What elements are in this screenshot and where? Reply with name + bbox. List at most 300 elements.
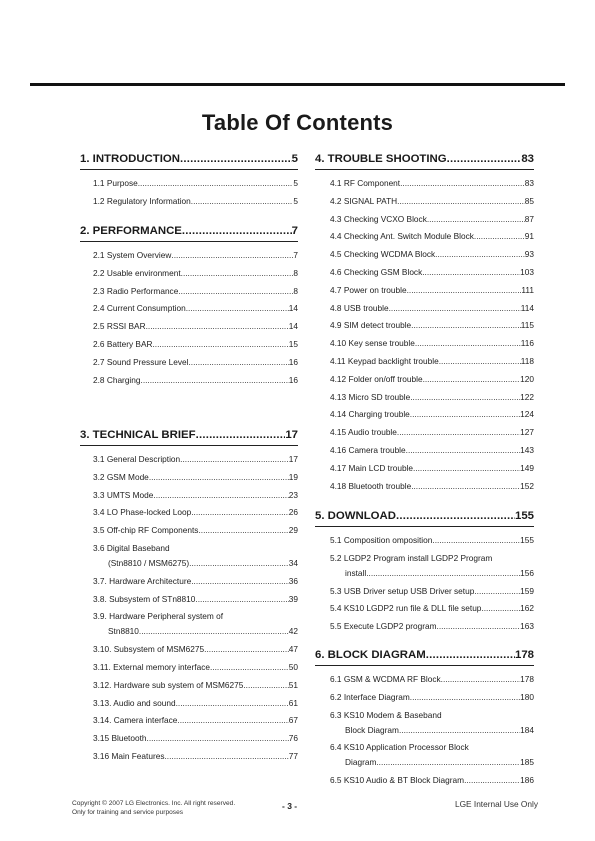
section-title: 2. PERFORMANCE — [80, 225, 182, 237]
dot-leader — [141, 375, 289, 385]
section-rule — [80, 445, 298, 446]
page-title: Table Of Contents — [201, 110, 394, 135]
entry-line — [93, 644, 298, 654]
section-rule — [80, 241, 298, 242]
entry-page-number: 51 — [288, 679, 298, 690]
toc-entry[interactable] — [330, 553, 534, 578]
entry-title: 4.3 Checking VCXO Block — [330, 213, 427, 224]
entry-line — [330, 267, 534, 277]
entry-line — [330, 338, 534, 348]
entry-title: 4.9 SIM detect trouble — [330, 320, 412, 331]
entry-title-continued: install — [345, 567, 367, 578]
entry-page-number: 184 — [520, 724, 534, 735]
toc-entry[interactable] — [330, 409, 534, 419]
dot-leader — [481, 603, 520, 613]
entry-page-number: 14 — [288, 321, 298, 332]
entry-title: 6.4 KS10 Application Processor Block — [330, 742, 469, 753]
dot-leader — [410, 692, 520, 702]
entry-page-number: 26 — [288, 507, 298, 518]
dot-leader — [195, 594, 288, 604]
dot-leader — [422, 267, 520, 277]
entry-page-number: 111 — [521, 284, 534, 295]
entry-line — [330, 692, 534, 702]
dot-leader — [423, 374, 521, 384]
entry-page-number: 180 — [520, 691, 534, 702]
entry-page-number: 118 — [520, 356, 534, 366]
dot-leader — [153, 339, 289, 349]
entry-title-continued: (Stn8810 / MSM6275) — [108, 558, 190, 568]
dot-leader — [397, 427, 520, 437]
entry-page-number: 186 — [520, 775, 534, 786]
entry-line — [93, 698, 298, 708]
dot-leader — [181, 268, 294, 278]
entry-page-number: 115 — [520, 320, 534, 331]
dot-leader — [441, 674, 521, 684]
entry-page-number: 34 — [288, 558, 298, 568]
toc-entry[interactable] — [330, 742, 534, 767]
dot-leader — [426, 649, 515, 661]
entry-line — [93, 178, 298, 188]
toc-entry[interactable] — [93, 733, 298, 743]
entry-page-number: 114 — [520, 302, 534, 313]
entry-page-number: 29 — [288, 525, 298, 536]
dot-leader — [427, 214, 525, 224]
entry-line — [93, 375, 298, 385]
dot-leader — [176, 698, 289, 708]
entry-page-number: 5 — [293, 178, 298, 188]
entry-page-number: 162 — [520, 603, 534, 614]
toc-entry[interactable] — [330, 320, 534, 330]
dot-leader — [464, 775, 520, 785]
entry-title-continued: Diagram — [345, 757, 377, 768]
dot-leader — [474, 231, 525, 241]
entry-title: 4.18 Bluetooth trouble — [330, 480, 412, 491]
toc-entry[interactable] — [93, 472, 298, 482]
dot-leader — [178, 286, 293, 296]
toc-entry[interactable] — [93, 594, 298, 604]
section-title: 1. INTRODUCTION — [80, 153, 180, 165]
dot-leader — [191, 196, 294, 206]
entry-title: 4.16 Camera trouble — [330, 445, 406, 455]
dot-leader — [389, 303, 521, 313]
toc-entry[interactable] — [93, 698, 298, 708]
toc-entry[interactable] — [93, 525, 298, 535]
entry-title: 3.4 LO Phase-locked Loop — [93, 507, 192, 518]
section-page-number: 83 — [521, 153, 534, 165]
entry-title: 4.1 RF Component — [330, 178, 401, 188]
entry-line — [93, 357, 298, 367]
toc-entry[interactable] — [93, 576, 298, 586]
toc-entry[interactable] — [330, 303, 534, 313]
entry-title: 3.10. Subsystem of MSM6275. — [93, 644, 207, 655]
dot-leader — [413, 463, 520, 473]
entry-title: 3.7. Hardware Architecture — [93, 575, 192, 586]
toc-entry[interactable] — [93, 357, 298, 367]
dot-leader — [191, 576, 289, 586]
entry-line — [330, 249, 534, 259]
entry-line — [330, 445, 534, 455]
toc-entry[interactable] — [330, 710, 534, 735]
entry-page-number: 152 — [520, 480, 534, 491]
section-title: 6. BLOCK DIAGRAM — [315, 649, 426, 661]
dot-leader — [189, 558, 289, 568]
entry-line — [330, 392, 534, 402]
entry-page-number: 36 — [288, 575, 298, 586]
dot-leader — [196, 429, 286, 441]
entry-line — [330, 742, 534, 752]
entry-title: 2.4 Current Consumption — [93, 303, 186, 314]
footer-copyright-block — [72, 799, 235, 817]
entry-line — [93, 543, 298, 553]
entry-line — [93, 339, 298, 349]
toc-entry[interactable] — [93, 454, 298, 464]
entry-title: 5.4 KS10 LGDP2 run file & DLL file setup — [330, 603, 482, 614]
entry-title: 2.8 Charging — [93, 374, 141, 385]
entry-title: 1.1 Purpose — [93, 178, 138, 188]
toc-entry[interactable] — [330, 775, 534, 785]
dot-leader — [191, 507, 289, 517]
dot-leader — [376, 757, 520, 767]
entry-title: 4.7 Power on trouble — [330, 284, 407, 295]
entry-title: 3.15 Bluetooth — [93, 733, 147, 744]
entry-line — [330, 178, 534, 188]
toc-entry[interactable] — [330, 392, 534, 402]
toc-entry[interactable] — [330, 586, 534, 596]
entry-page-number: 103 — [520, 267, 534, 277]
dot-leader — [147, 733, 289, 743]
entry-page-number: 16 — [288, 356, 298, 367]
entry-line-continued — [330, 568, 534, 578]
entry-page-number: 61 — [288, 697, 298, 708]
entry-page-number: 178 — [520, 674, 534, 684]
footer-internal-use: LGE Internal Use Only — [454, 799, 538, 809]
dot-leader — [415, 338, 521, 348]
entry-title: 3.9. Hardware Peripheral system of — [93, 611, 224, 622]
dot-leader — [164, 751, 288, 761]
entry-line — [330, 481, 534, 491]
dot-leader — [186, 303, 289, 313]
toc-entry[interactable] — [330, 196, 534, 206]
section-title: 5. DOWNLOAD — [315, 510, 396, 522]
entry-line — [93, 196, 298, 206]
entry-page-number: 8 — [293, 285, 298, 296]
toc-entry[interactable] — [93, 662, 298, 672]
section-rule — [80, 169, 298, 170]
toc-section-heading[interactable] — [315, 510, 534, 522]
toc-entry[interactable] — [93, 715, 298, 725]
toc-entry[interactable] — [93, 644, 298, 654]
entry-title: 4.4 Checking Ant. Switch Module Block — [330, 231, 474, 242]
dot-leader — [146, 321, 289, 331]
entry-page-number: 149 — [520, 462, 534, 473]
entry-title: 4.10 Key sense trouble — [330, 338, 415, 349]
toc-entry[interactable] — [93, 268, 298, 278]
entry-line — [93, 303, 298, 313]
toc-entry[interactable] — [330, 603, 534, 613]
entry-page-number: 76 — [288, 733, 298, 744]
entry-line — [330, 553, 534, 563]
entry-page-number: 122 — [520, 391, 534, 402]
entry-line — [330, 214, 534, 224]
toc-entry[interactable] — [330, 535, 534, 545]
toc-entry[interactable] — [330, 285, 534, 295]
toc-entry[interactable] — [93, 490, 298, 500]
entry-page-number: 124 — [520, 409, 534, 420]
section-rule — [315, 665, 534, 666]
dot-leader — [407, 285, 522, 295]
toc-entry[interactable] — [93, 321, 298, 331]
toc-entry[interactable] — [330, 267, 534, 277]
entry-line — [93, 268, 298, 278]
dot-leader — [188, 357, 288, 367]
entry-title: 5.5 Execute LGDP2 program — [330, 621, 437, 632]
toc-entry[interactable] — [93, 286, 298, 296]
entry-line — [330, 621, 534, 631]
entry-title: 4.2 SIGNAL PATH — [330, 195, 398, 206]
entry-title: 2.7 Sound Pressure Level — [93, 356, 189, 367]
entry-page-number: 116 — [520, 338, 534, 349]
dot-leader — [411, 320, 521, 330]
toc-entry[interactable] — [330, 481, 534, 491]
section-page-number: 5 — [291, 153, 298, 165]
entry-title: 3.13. Audio and sound — [93, 697, 176, 708]
entry-title: 4.5 Checking WCDMA Block — [330, 249, 436, 260]
section-rule — [315, 526, 534, 527]
entry-page-number: 42 — [288, 626, 298, 637]
toc-entry[interactable] — [93, 751, 298, 761]
dot-leader — [400, 178, 525, 188]
entry-page-number: 50 — [288, 662, 298, 672]
footer-copyright: Copyright © 2007 LG Electronics. Inc. All right reserved. — [72, 800, 236, 807]
toc-entry[interactable] — [93, 543, 298, 568]
dot-leader — [397, 196, 525, 206]
entry-line — [93, 321, 298, 331]
entry-line — [93, 286, 298, 296]
entry-line — [93, 250, 298, 260]
dot-leader — [210, 662, 289, 672]
entry-title: 3.11. External memory interface — [93, 662, 210, 672]
toc-entry[interactable] — [330, 427, 534, 437]
entry-title: 2.6 Battery BAR — [93, 339, 153, 349]
entry-line — [330, 463, 534, 473]
dot-leader — [410, 409, 520, 419]
entry-title: 3.1 General Description — [93, 454, 181, 464]
entry-title: 3.12. Hardware sub system of MSM6275 — [93, 679, 244, 690]
toc-entry[interactable] — [330, 338, 534, 348]
entry-line — [330, 374, 534, 384]
dot-leader — [243, 680, 288, 690]
toc-entry[interactable] — [93, 178, 298, 188]
entry-title-continued: Stn8810 — [108, 626, 139, 637]
entry-line — [93, 576, 298, 586]
entry-line — [93, 611, 298, 621]
dot-leader — [366, 568, 520, 578]
toc-entry[interactable] — [93, 196, 298, 206]
dot-leader — [406, 445, 521, 455]
toc-entry[interactable] — [93, 303, 298, 313]
entry-page-number: 5 — [293, 195, 298, 206]
toc-entry[interactable] — [330, 692, 534, 702]
entry-title: 3.16 Main Features — [93, 751, 165, 761]
toc-entry[interactable] — [330, 674, 534, 684]
top-rule — [30, 83, 565, 86]
entry-page-number: 19 — [288, 471, 298, 482]
entry-title: 2.5 RSSI BAR — [93, 321, 146, 332]
entry-page-number: 127 — [520, 427, 534, 438]
dot-leader — [206, 644, 288, 654]
toc-entry[interactable] — [330, 374, 534, 384]
section-page-number: 155 — [514, 510, 534, 522]
dot-leader — [153, 490, 288, 500]
toc-entry[interactable] — [330, 231, 534, 241]
section-rule — [315, 169, 534, 170]
section-title: 4. TROUBLE SHOOTING — [315, 153, 447, 165]
entry-title: 3.5 Off-chip RF Components — [93, 525, 199, 536]
dot-leader — [198, 525, 288, 535]
entry-title: 6.3 KS10 Modem & Baseband — [330, 709, 442, 720]
dot-leader — [474, 586, 520, 596]
entry-title: 3.8. Subsystem of STn8810 — [93, 593, 196, 604]
entry-line — [93, 490, 298, 500]
entry-title: 4.15 Audio trouble — [330, 427, 397, 438]
entry-line-continued — [330, 757, 534, 767]
entry-line — [330, 586, 534, 596]
entry-title: 6.1 GSM & WCDMA RF Block — [330, 674, 441, 684]
entry-title: 5.2 LGDP2 Program install LGDP2 Program — [330, 552, 493, 563]
entry-line — [93, 454, 298, 464]
entry-page-number: 77 — [288, 751, 298, 761]
section-page-number: 17 — [285, 429, 298, 441]
entry-title-continued: Block Diagram — [345, 724, 399, 735]
entry-page-number: 159 — [520, 585, 534, 596]
entry-page-number: 87 — [524, 213, 534, 224]
entry-line — [330, 775, 534, 785]
toc-entry[interactable] — [330, 356, 534, 366]
entry-page-number: 23 — [288, 489, 298, 500]
entry-line — [93, 662, 298, 672]
dot-leader — [139, 626, 289, 636]
entry-page-number: 85 — [524, 195, 534, 206]
dot-leader — [439, 356, 521, 366]
entry-title: 2.2 Usable environment — [93, 267, 181, 278]
entry-title: 3.6 Digital Baseband — [93, 543, 170, 553]
toc-entry[interactable] — [330, 621, 534, 631]
dot-leader — [138, 178, 294, 188]
entry-title: 5.1 Composition omposition — [330, 535, 433, 545]
entry-title: 4.13 Micro SD trouble — [330, 391, 411, 402]
entry-line — [93, 472, 298, 482]
entry-page-number: 156 — [520, 567, 534, 578]
toc-entry[interactable] — [93, 611, 298, 636]
footer-page-number: - 3 - — [282, 801, 298, 811]
entry-title: 4.14 Charging trouble — [330, 409, 410, 420]
dot-leader — [182, 225, 292, 237]
toc-entry[interactable] — [330, 463, 534, 473]
toc-entry[interactable] — [330, 214, 534, 224]
entry-line — [330, 674, 534, 684]
dot-leader — [411, 481, 520, 491]
entry-line — [330, 356, 534, 366]
entry-line — [330, 535, 534, 545]
entry-page-number: 39 — [288, 593, 298, 604]
entry-title: 1.2 Regulatory Information — [93, 195, 191, 206]
toc-entry[interactable] — [93, 250, 298, 260]
entry-title: 4.8 USB trouble — [330, 302, 389, 313]
toc-entry[interactable] — [330, 249, 534, 259]
toc-entry[interactable] — [93, 375, 298, 385]
toc-section-heading[interactable] — [80, 153, 298, 165]
toc-entry[interactable] — [93, 339, 298, 349]
entry-line — [330, 196, 534, 206]
entry-page-number: 17 — [288, 454, 298, 464]
entry-line — [93, 733, 298, 743]
entry-page-number: 93 — [524, 249, 534, 260]
entry-line — [93, 715, 298, 725]
entry-page-number: 143 — [520, 445, 534, 455]
entry-line — [330, 409, 534, 419]
entry-title: 2.3 Radio Performance — [93, 285, 179, 296]
toc-entry[interactable] — [330, 178, 534, 188]
dot-leader — [435, 249, 525, 259]
entry-page-number: 16 — [288, 374, 298, 385]
entry-title: 4.6 Checking GSM Block — [330, 267, 423, 277]
entry-page-number: 91 — [524, 231, 534, 242]
entry-page-number: 7 — [293, 250, 298, 260]
entry-page-number: 14 — [288, 303, 298, 314]
entry-line — [93, 751, 298, 761]
entry-page-number: 185 — [520, 757, 534, 768]
dot-leader — [171, 250, 293, 260]
dot-leader — [180, 153, 292, 165]
entry-title: 2.1 System Overview — [93, 250, 172, 260]
entry-page-number: 47 — [288, 644, 298, 655]
entry-title: 3.14. Camera interface — [93, 715, 178, 726]
toc-entry[interactable] — [93, 680, 298, 690]
entry-line — [330, 231, 534, 241]
entry-line — [330, 320, 534, 330]
entry-line — [93, 680, 298, 690]
entry-page-number: 67 — [288, 715, 298, 726]
dot-leader — [396, 510, 515, 522]
entry-line — [93, 525, 298, 535]
entry-page-number: 83 — [524, 178, 534, 188]
toc-section-heading[interactable] — [315, 649, 534, 661]
entry-line — [330, 303, 534, 313]
entry-title: 4.17 Main LCD trouble — [330, 462, 414, 473]
entry-title: 4.12 Folder on/off trouble — [330, 373, 423, 384]
entry-line — [93, 507, 298, 517]
toc-section-heading[interactable] — [315, 153, 534, 165]
entry-line — [330, 603, 534, 613]
toc-entry[interactable] — [93, 507, 298, 517]
footer-training-note: Only for training and service purposes — [72, 809, 184, 816]
entry-line — [93, 594, 298, 604]
entry-line — [330, 427, 534, 437]
dot-leader — [432, 535, 520, 545]
toc-section-heading[interactable] — [80, 429, 298, 441]
toc-section-heading[interactable] — [80, 225, 298, 237]
toc-entry[interactable] — [330, 445, 534, 455]
entry-line — [330, 710, 534, 720]
dot-leader — [437, 621, 521, 631]
section-title: 3. TECHNICAL BRIEF — [80, 429, 196, 441]
entry-line-continued — [330, 725, 534, 735]
dot-leader — [149, 472, 289, 482]
dot-leader — [399, 725, 520, 735]
entry-title: 6.2 Interface Diagram — [330, 691, 410, 702]
entry-line-continued — [93, 558, 298, 568]
entry-page-number: 163 — [520, 621, 534, 632]
